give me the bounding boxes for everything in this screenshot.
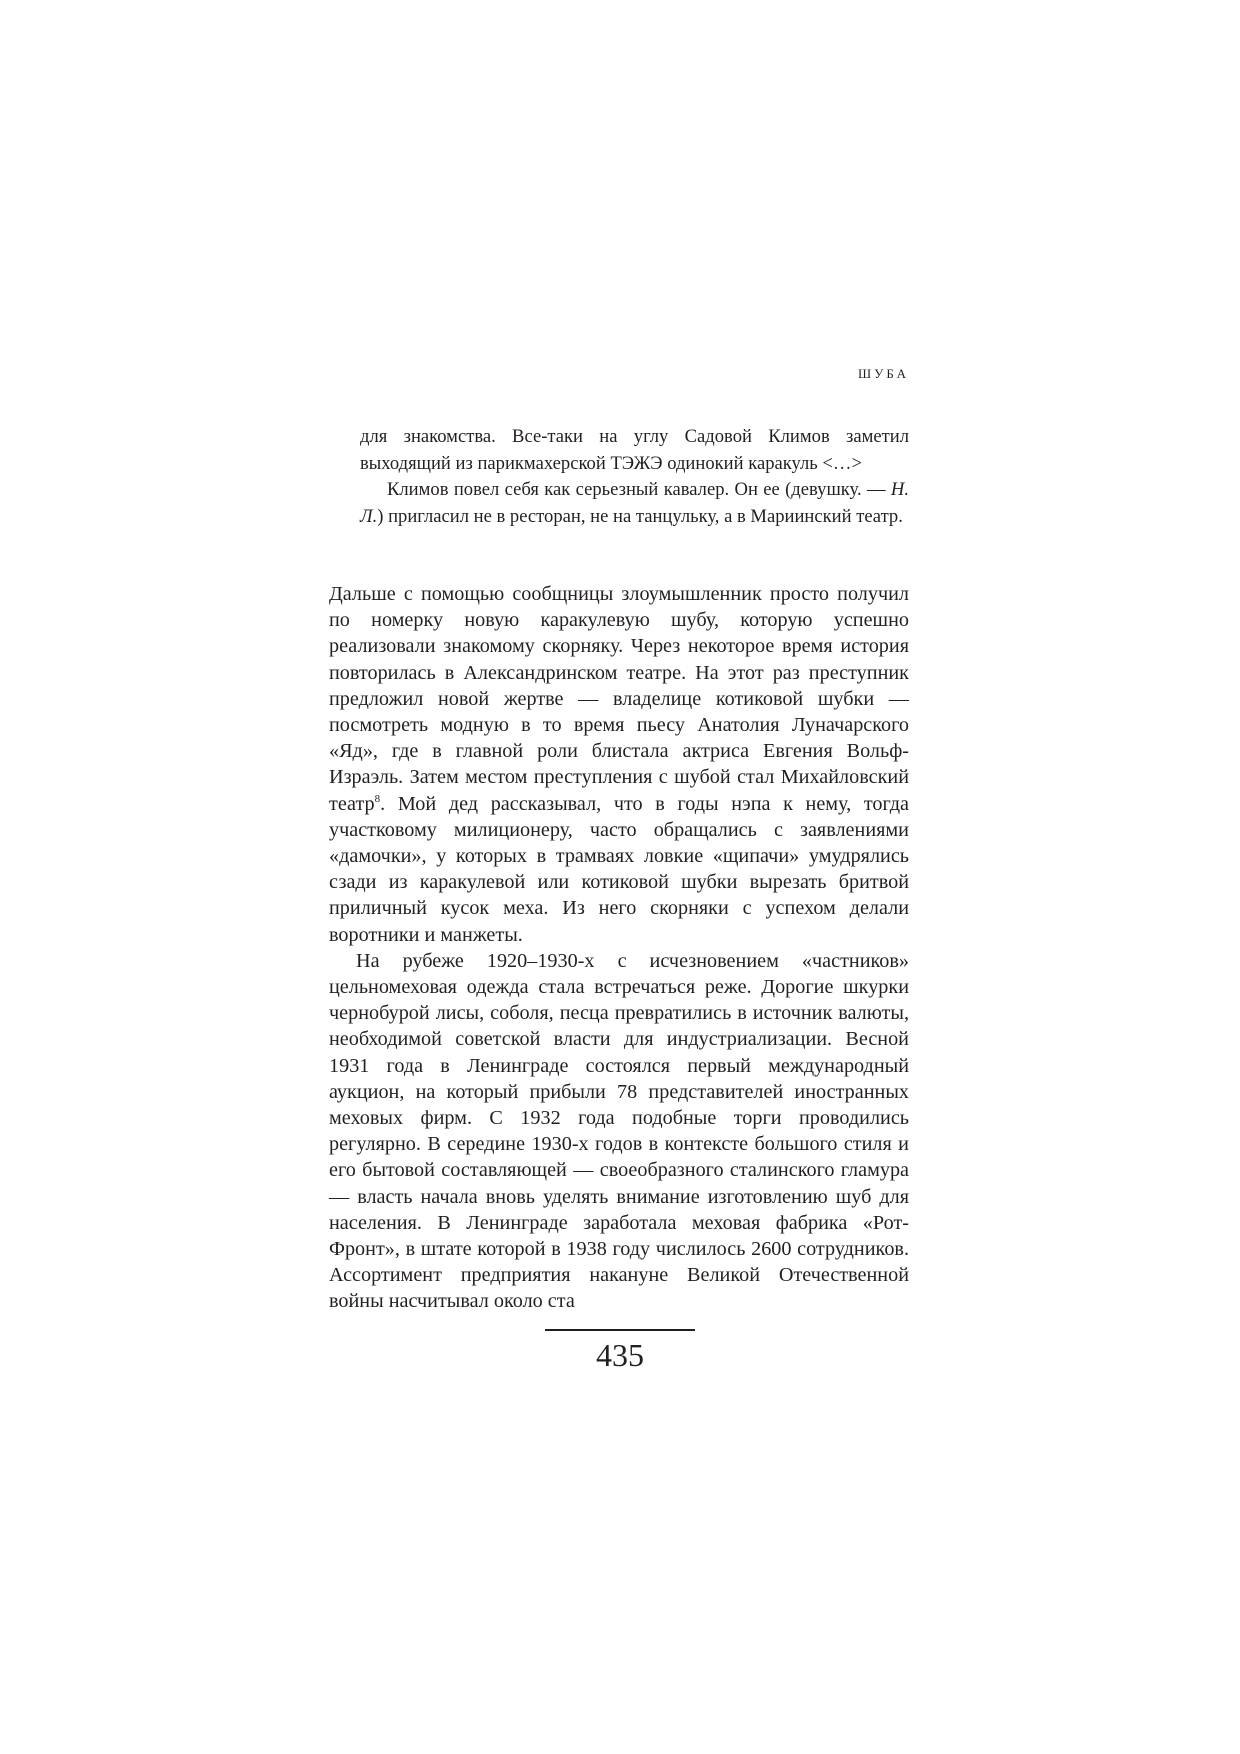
quote-paragraph [360, 477, 909, 530]
running-head: ШУБА [858, 366, 909, 381]
body-text: Дальше с помощью сообщницы злоумышленник просто получил по номерку новую каракулевую шубу, которую успешно реализовали знакомому скорняку. Через некоторое время история повторилась в Александринском театре. На этот раз преступник предложил новой жертве — владелице котиковой шубки — посмотреть модную в то время пьесу Анатолия Луначарского «Яд», где в главной роли блистала актриса Евгения Вольф-Израэль. Затем местом преступления с шубой стал Михайловский театр [329, 583, 909, 815]
footnote-reference[interactable]: 8 [374, 792, 381, 805]
author-initials: Н. Л. [360, 479, 909, 527]
main-text [329, 581, 909, 1315]
body-text: . Мой дед рассказывал, что в годы нэпа к нему, тогда участковому милиционеру, часто обращались с заявлениями «дамочки», у которых в трамваях ловкие «щипачи» умудрялись сзади из каракулевой или котиковой шубки вырезать бритвой приличный кусок меха. Из него скорняки с успехом делали воротники и манжеты. [329, 792, 909, 946]
block-quote [360, 424, 909, 530]
body-paragraph [329, 581, 909, 948]
quote-text: Климов повел себя как серьезный кавалер. Он ее (девушку. — [387, 479, 891, 500]
quote-text: ) пригласил не в ресторан, не на танцульку, а в Мариинский театр. [377, 505, 903, 527]
quote-paragraph: для знакомства. Все-таки на углу Садовой Климов заметил выходящий из парикмахерской ТЭЖЭ одинокий каракуль <…> [360, 426, 909, 474]
folio-rule [545, 1329, 695, 1331]
body-paragraph: На рубеже 1920–1930-х с исчезновением «частников» цельномеховая одежда стала встречаться реже. Дорогие шкурки чернобурой лисы, соболя, песца превратились в источник валюты, необходимой советской власти для индустриализации. Весной 1931 года в Ленинграде состоялся первый международный аукцион, на который прибыли 78 представителей иностранных меховых фирм. С 1932 года подобные торги проводились регулярно. В середине 1930-х годов в контексте большого стиля и его бытовой составляющей — своеобразного сталинского гламура — власть начала вновь уделять внимание изготовлению шуб для населения. В Ленинграде заработала меховая фабрика «Рот-Фронт», в штате которой в 1938 году числилось 2600 сотрудников. Ассортимент предприятия накануне Великой Отечественной войны насчитывал около ста [329, 949, 909, 1313]
page-number: 435 [596, 1337, 644, 1373]
